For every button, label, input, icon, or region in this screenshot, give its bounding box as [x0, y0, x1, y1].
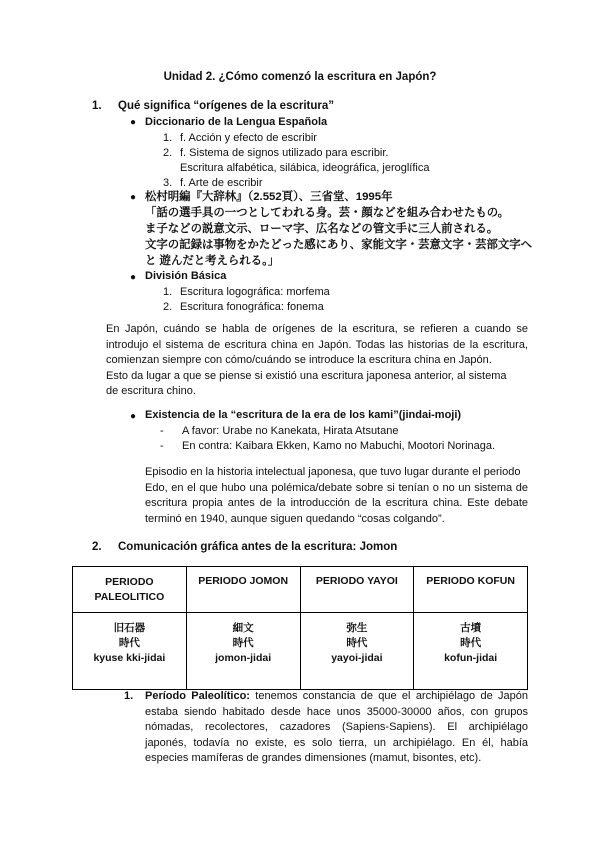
item-text: f. Arte de escribir: [180, 177, 263, 189]
table-cell: [186, 613, 300, 690]
cell-romaji: yayoi-jidai: [331, 652, 383, 664]
dictionary-item: [163, 146, 389, 161]
paragraph-line: Esto da lugar a que se piense si existió una escritura japonesa anterior, al sistema: [106, 369, 507, 382]
cell-romaji: jomon-jidai: [215, 652, 272, 664]
cell-kanji: 弥生: [346, 622, 368, 634]
paragraph-line: especies mamíferas de grandes dimensiones (mamut, bisontes, etc).: [145, 752, 482, 764]
paragraph-line: [145, 689, 528, 705]
paragraph-line: terminó en 1940, aunque siguen quedando “cosas colgando”.: [145, 512, 445, 525]
paragraph-paleolitico: [145, 689, 528, 767]
paragraph-line: Episodio en la historia intelectual japonesa, que tuvo lugar durante el periodo: [145, 466, 521, 478]
cell-kanji: 細文: [232, 622, 254, 634]
table-row: [73, 613, 528, 690]
section-1-number: 1.: [92, 100, 102, 112]
kami-contra-text: En contra: Kaibara Ekken, Kamo no Mabuchi, Mootori Norinaga.: [182, 440, 496, 452]
cell-romaji: kyuse kki-jidai: [93, 652, 166, 664]
division-title: División Básica: [145, 270, 227, 282]
table-header-row: [73, 567, 528, 613]
header-line: PALEOLITICO: [94, 590, 165, 603]
division-item: [163, 300, 324, 315]
japanese-quote-line: 「話の選手具の一つとしてわれる身。芸・顔などを組み合わせたもの。: [145, 207, 510, 219]
paragraph-edo-debate: [145, 465, 528, 527]
item-text: Escritura logográfica: morfema: [180, 286, 330, 298]
cell-jidai: 時代: [460, 637, 482, 649]
cell-jidai: 時代: [118, 637, 140, 649]
kami-favor: [160, 424, 398, 439]
bullet-dot-icon: ●: [130, 117, 137, 128]
japanese-source-title: 松村明編『大辞林』（2.552頁）、三省堂、1995年: [145, 191, 393, 203]
cell-kanji: 古墳: [460, 622, 482, 634]
bullet-dot-icon: ●: [130, 192, 137, 203]
table-header-cell: [73, 567, 187, 613]
paragraph-text: tenemos constancia de que el archipiélago de Japón: [255, 690, 528, 702]
japanese-quote-line: 文字の記録は事物をかたどった感にあり、家能文字・芸意文字・芸部文字へ: [145, 239, 533, 251]
paragraph-line: Edo, en el que hubo una polémica/debate sobre si tenían o no un sistema de: [145, 481, 528, 494]
table-cell: [414, 613, 528, 690]
table-header-cell: [414, 567, 528, 613]
header-line: PERIODO JOMON: [198, 575, 289, 587]
paragraph-line: escritura propia antes de la introducción de la escritura china. Este debate: [145, 497, 528, 509]
paleolitico-label: Período Paleolítico:: [145, 690, 250, 702]
paragraph-line: estaba siendo habitado desde hace unos 35000-30000 años, con grupos: [145, 705, 528, 718]
item-text: Escritura fonográfica: fonema: [180, 301, 324, 313]
kami-favor-text: A favor: Urabe no Kanekata, Hirata Atsutane: [182, 425, 399, 437]
table-header-cell: [186, 567, 300, 613]
paleolitico-number: 1.: [124, 690, 134, 702]
dictionary-item: [163, 131, 317, 146]
paragraph-line: de escritura chino.: [106, 385, 196, 397]
cell-jidai: 時代: [232, 637, 254, 649]
japanese-quote-line: と 遊んだと考えられる。」: [145, 255, 280, 267]
item-number: 1.: [163, 132, 173, 144]
kami-contra: [160, 439, 495, 454]
header-line: PERIODO YAYOI: [315, 575, 398, 587]
cell-romaji: kofun-jidai: [444, 652, 498, 664]
header-line: PERIODO: [105, 575, 154, 588]
item-number: 1.: [163, 286, 173, 298]
dictionary-item-continuation: Escritura alfabética, silábica, ideográfica, jeroglífica: [180, 162, 430, 174]
cell-jidai: 時代: [346, 637, 368, 649]
dictionary-title: Diccionario de la Lengua Española: [145, 116, 328, 128]
periods-table: [72, 566, 528, 690]
section-2-heading: [92, 541, 397, 553]
item-number: 2.: [163, 301, 173, 313]
section-2-title: Comunicación gráfica antes de la escritura: Jomon: [118, 541, 398, 553]
japanese-quote-line: ま子などの説意文示、ローマ字、広名などの管文手に三人前される。: [145, 223, 499, 235]
paragraph-line: japonés, todavía no existe, es solo tierra, un archipiélago. En él, había: [145, 736, 528, 749]
item-number: 2.: [163, 147, 173, 159]
kami-title: Existencia de la “escritura de la era de los kami”(jindai-moji): [145, 409, 462, 421]
section-1-heading: [92, 100, 334, 112]
paragraph-line: introdujo el sistema de escritura china en Japón. Todas las historias de la escritura,: [106, 338, 528, 351]
header-line: PERIODO KOFUN: [426, 575, 515, 587]
table-cell: [73, 613, 187, 690]
bullet-dot-icon: ●: [130, 272, 137, 283]
table-header-cell: [300, 567, 414, 613]
paragraph-line: En Japón, cuándo se habla de orígenes de la escritura, se refieren a cuando se: [106, 323, 528, 335]
cell-kanji: 旧石器: [113, 622, 146, 634]
table-cell: [300, 613, 414, 690]
paragraph-line: comienzan siempre con cómo/cuándo se introduce la escritura china en Japón.: [106, 354, 492, 366]
paragraph-line: nómadas, recolectores, cazadores (Sapiens-Sapiens). El archipiélago: [145, 721, 528, 733]
section-1-title: Qué significa “orígenes de la escritura”: [118, 100, 335, 112]
paragraph-origins: [106, 322, 528, 400]
section-2-number: 2.: [92, 541, 102, 553]
division-item: [163, 285, 330, 300]
item-number: 3.: [163, 177, 173, 189]
dash-icon: -: [160, 425, 164, 437]
dash-icon: -: [160, 440, 164, 452]
item-text: f. Sistema de signos utilizado para escribir.: [180, 147, 389, 159]
page-title: Unidad 2. ¿Cómo comenzó la escritura en Japón?: [163, 71, 437, 83]
item-text: f. Acción y efecto de escribir: [180, 132, 317, 144]
bullet-dot-icon: ●: [130, 411, 137, 422]
